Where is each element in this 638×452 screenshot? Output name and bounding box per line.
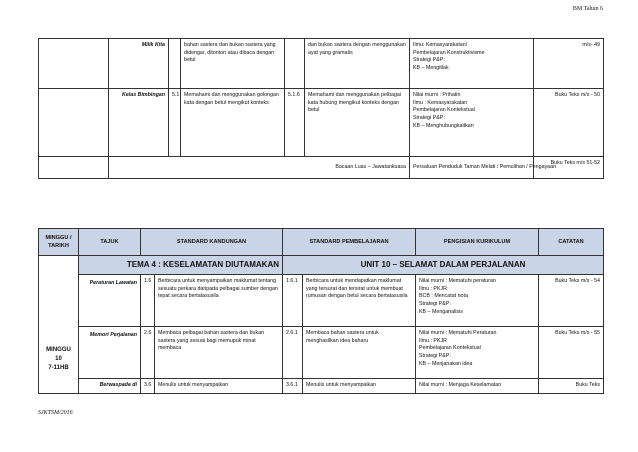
table-row xyxy=(39,39,604,89)
top-table xyxy=(38,38,604,179)
week-label: MINGGU xyxy=(46,347,71,354)
catatan-cell: Buku Teks m/s - 55 xyxy=(539,327,604,379)
sk-text: Berbicara untuk menyampaikan maklumat tentang sesuatu perkara daripada pelbagai sumber dengan tepat secara bertatasusila xyxy=(155,275,283,327)
kurikulum-line: Pembelajaran Kontekstual xyxy=(419,345,481,352)
week-cell xyxy=(39,89,109,157)
sp-number: 5.1.6 xyxy=(285,89,305,157)
bacaan-text: Persatuan Penduduk Taman Melati / Pemulihan / Pengayaan xyxy=(410,157,534,179)
week-cell xyxy=(39,157,109,179)
kurikulum-line: KB – Menganalisis xyxy=(419,308,463,315)
theme-title: TEMA 4 : KESELAMATAN DIUTAMAKAN xyxy=(79,256,283,275)
catatan-cell: Buku Teks m/s - 54 xyxy=(539,275,604,327)
subtopic: Milik Kita xyxy=(109,39,169,89)
subtopic: Memori Perjalanan xyxy=(79,327,141,379)
header-sp: STANDARD PEMBELAJARAN xyxy=(283,229,416,256)
kurikulum-line: Strategi P&P: xyxy=(419,301,451,308)
sk-number: 1.6 xyxy=(141,275,155,327)
kurikulum-line: Pembelajaran Kontekstual xyxy=(413,107,475,114)
week-number: 10 xyxy=(55,355,62,362)
sk-text: Menulis untuk menyampaikan xyxy=(155,379,283,394)
unit-title: UNIT 10 – SELAMAT DALAM PERJALANAN xyxy=(283,256,604,275)
table-row xyxy=(39,379,604,394)
week-date: 7-11HB xyxy=(48,364,69,371)
catatan-cell: Buku Teks m/s 51-52 xyxy=(534,157,604,179)
sp-text: Memahami dan menggunakan pelbagai kata hubung mengikut konteks dengan betul xyxy=(305,89,410,157)
sk-number: 5.1 xyxy=(169,89,181,157)
kurikulum-line: KB – Mengitlak xyxy=(413,65,449,72)
bottom-table xyxy=(38,228,604,394)
table-row xyxy=(39,275,604,327)
header-kurikulum: PENGISIAN KURIKULUM xyxy=(416,229,539,256)
week-cell xyxy=(39,39,109,89)
sk-text: bahan sastera dan bukan sastera yang didengar, ditonton atau dibaca dengan betul xyxy=(181,39,285,89)
kurikulum-cell xyxy=(410,39,534,89)
table-row xyxy=(39,327,604,379)
sp-text: Membaca bahan sastera untuk menghasilkan idea baharu xyxy=(303,327,416,379)
table-row xyxy=(39,157,604,179)
kurikulum-line: BCB : Mencatat nota xyxy=(419,293,468,300)
table-row xyxy=(39,89,604,157)
kurikulum-line: Nilai murni : Mematuhi peraturan xyxy=(419,278,496,284)
kurikulum-cell xyxy=(416,379,539,394)
subtopic: Peraturan Lawatan xyxy=(79,275,141,327)
sk-text: Membaca pelbagai bahan sastera dan bukan sastera yang sesuai bagi memupuk minat membaca xyxy=(155,327,283,379)
kurikulum-line: KB – Menghubungkaitkan xyxy=(413,122,474,129)
kurikulum-line: Ilmu: Kemasyarakatan/ xyxy=(413,42,468,48)
theme-row xyxy=(39,256,604,275)
sp-text: Menulis untuk menyampaikan xyxy=(303,379,416,394)
sk-number: 3.6 xyxy=(141,379,155,394)
bacaan-label: Bacaan Luas – Jawatankuasa xyxy=(109,157,410,179)
page-header: BM Tahun 6 xyxy=(572,6,603,12)
kurikulum-cell xyxy=(416,327,539,379)
kurikulum-line: Ilmu : PKJR xyxy=(419,285,447,292)
subtopic: Kelas Bimbingan xyxy=(109,89,169,157)
sk-number: 2.6 xyxy=(141,327,155,379)
kurikulum-line: Strategi P&P: xyxy=(413,57,445,64)
header-tajuk: TAJUK xyxy=(79,229,141,256)
kurikulum-line: Ilmu : Kemasyarakatan xyxy=(413,99,468,106)
kurikulum-line: Nilai murni : Menjaga Keselamatan xyxy=(419,382,502,388)
kurikulum-line: Nilai murni : Prihatin xyxy=(413,92,461,98)
sp-text: dan bukan sastera dengan menggunakan ayat yang gramatis xyxy=(305,39,410,89)
kurikulum-line: Strategi P&P: xyxy=(413,115,445,122)
kurikulum-line: KB – Menjanakan idea xyxy=(419,360,473,367)
subtopic: Berwaspada di xyxy=(79,379,141,394)
kurikulum-line: Ilmu : PKJR xyxy=(419,337,447,344)
header-week: MINGGU / TARIKH xyxy=(39,229,79,256)
header-sk: STANDARD KANDUNGAN xyxy=(141,229,283,256)
sp-number: 3.6.1 xyxy=(283,379,303,394)
sk-text: Memahami dan menggunakan golongan kata dengan betul mengikut konteks xyxy=(181,89,285,157)
kurikulum-line: Strategi P&P: xyxy=(419,353,451,360)
table-header-row xyxy=(39,229,604,256)
header-catatan: CATATAN xyxy=(539,229,604,256)
sp-number: 2.6.1 xyxy=(283,327,303,379)
sk-number xyxy=(169,39,181,89)
catatan-cell: Buku Teks m/s - 50 xyxy=(534,89,604,157)
kurikulum-line: Pembelajaran Konstruktivisme xyxy=(413,49,485,56)
catatan-cell: m/s- 49 xyxy=(534,39,604,89)
sp-number: 1.6.1 xyxy=(283,275,303,327)
sp-text: Berbicara untuk mendapatkan maklumat yang tersurat dan tersirat untuk membuat rumusan dengan betul secara bertatasusila xyxy=(303,275,416,327)
kurikulum-cell xyxy=(410,89,534,157)
kurikulum-cell xyxy=(416,275,539,327)
catatan-cell: Buku Teks xyxy=(539,379,604,394)
week-cell xyxy=(39,256,79,394)
page-footer: SJKTSM/2016 xyxy=(38,410,73,416)
sp-number xyxy=(285,39,305,89)
kurikulum-line: Nilai murni : Mematuhi Peraturan xyxy=(419,330,497,336)
